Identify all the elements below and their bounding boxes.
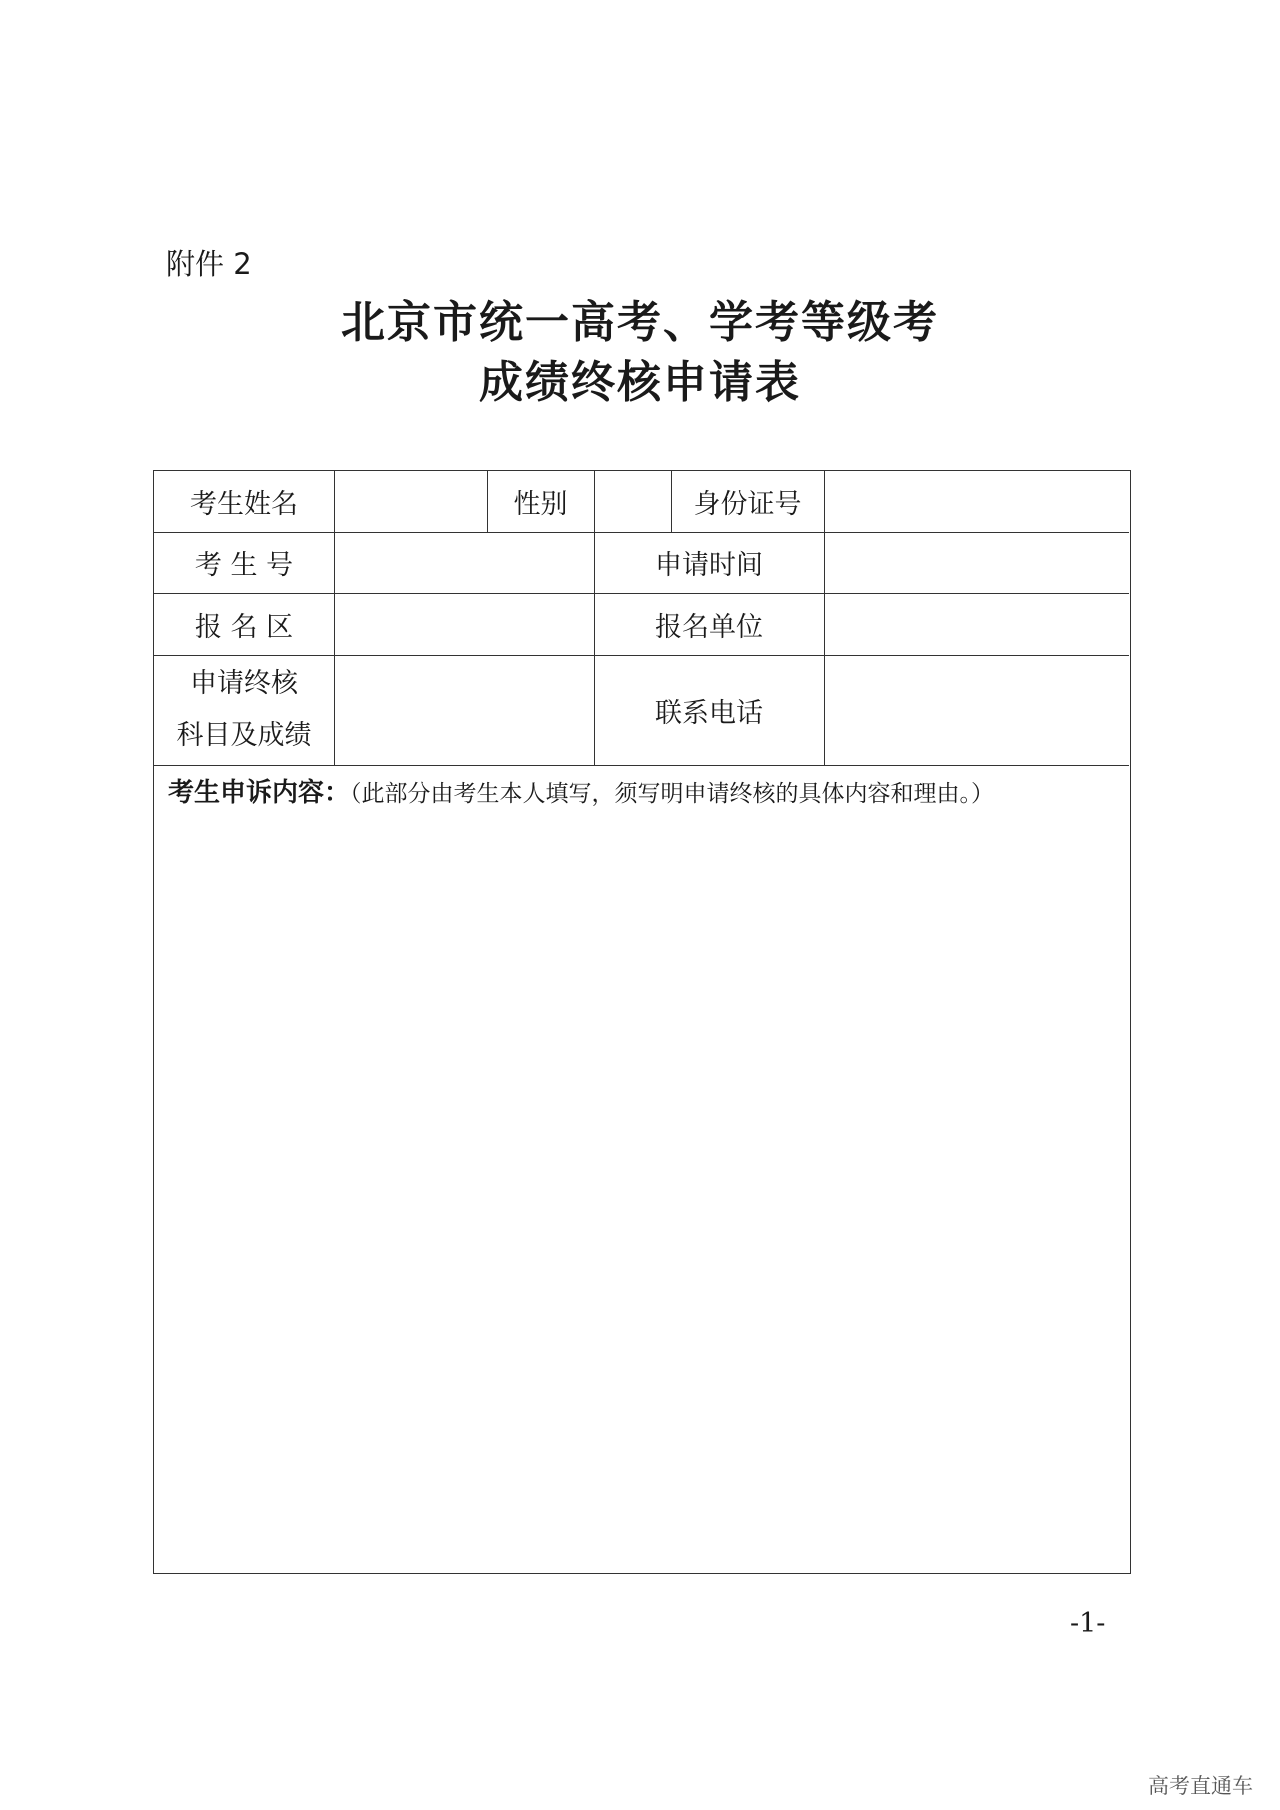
subject-score-field[interactable] (334, 655, 594, 765)
subject-score-label-line2: 科目及成绩 (176, 720, 312, 751)
id-number-field[interactable] (824, 471, 1129, 532)
registration-unit-label: 报名单位 (655, 611, 763, 643)
id-number-label: 身份证号 (693, 489, 802, 520)
attachment-label: 附件 2 (166, 247, 252, 281)
apply-time-field[interactable] (824, 532, 1129, 593)
registration-unit-field[interactable] (824, 593, 1129, 655)
district-field[interactable] (334, 593, 594, 655)
name-field[interactable] (334, 471, 487, 532)
phone-label: 联系电话 (655, 697, 763, 729)
subject-score-label-line1: 申请终核 (190, 668, 298, 699)
subject-score-label (154, 655, 334, 765)
name-label: 考生姓名 (190, 489, 298, 520)
row-divider (154, 765, 1129, 766)
exam-number-label: 考 生 号 (194, 550, 294, 581)
appeal-label: 考生申诉内容： (168, 778, 351, 808)
appeal-section-header (168, 771, 1120, 816)
gender-field[interactable] (594, 471, 671, 532)
watermark-text: 高考直通车 (1148, 1774, 1253, 1798)
phone-field[interactable] (824, 655, 1129, 765)
form-title-line2: 成绩终核申请表 (479, 357, 801, 408)
exam-number-field[interactable] (334, 532, 594, 593)
form-title-line1: 北京市统一高考、学考等级考 (341, 297, 939, 348)
appeal-instructions: （此部分由考生本人填写，须写明申请终核的具体内容和理由。） (350, 781, 995, 807)
appeal-content-area[interactable] (154, 811, 1129, 1571)
gender-label: 性别 (513, 489, 568, 520)
district-label: 报 名 区 (194, 611, 294, 643)
application-form (153, 470, 1131, 1574)
apply-time-label: 申请时间 (655, 550, 763, 581)
page-number: -1- (1070, 1608, 1106, 1639)
